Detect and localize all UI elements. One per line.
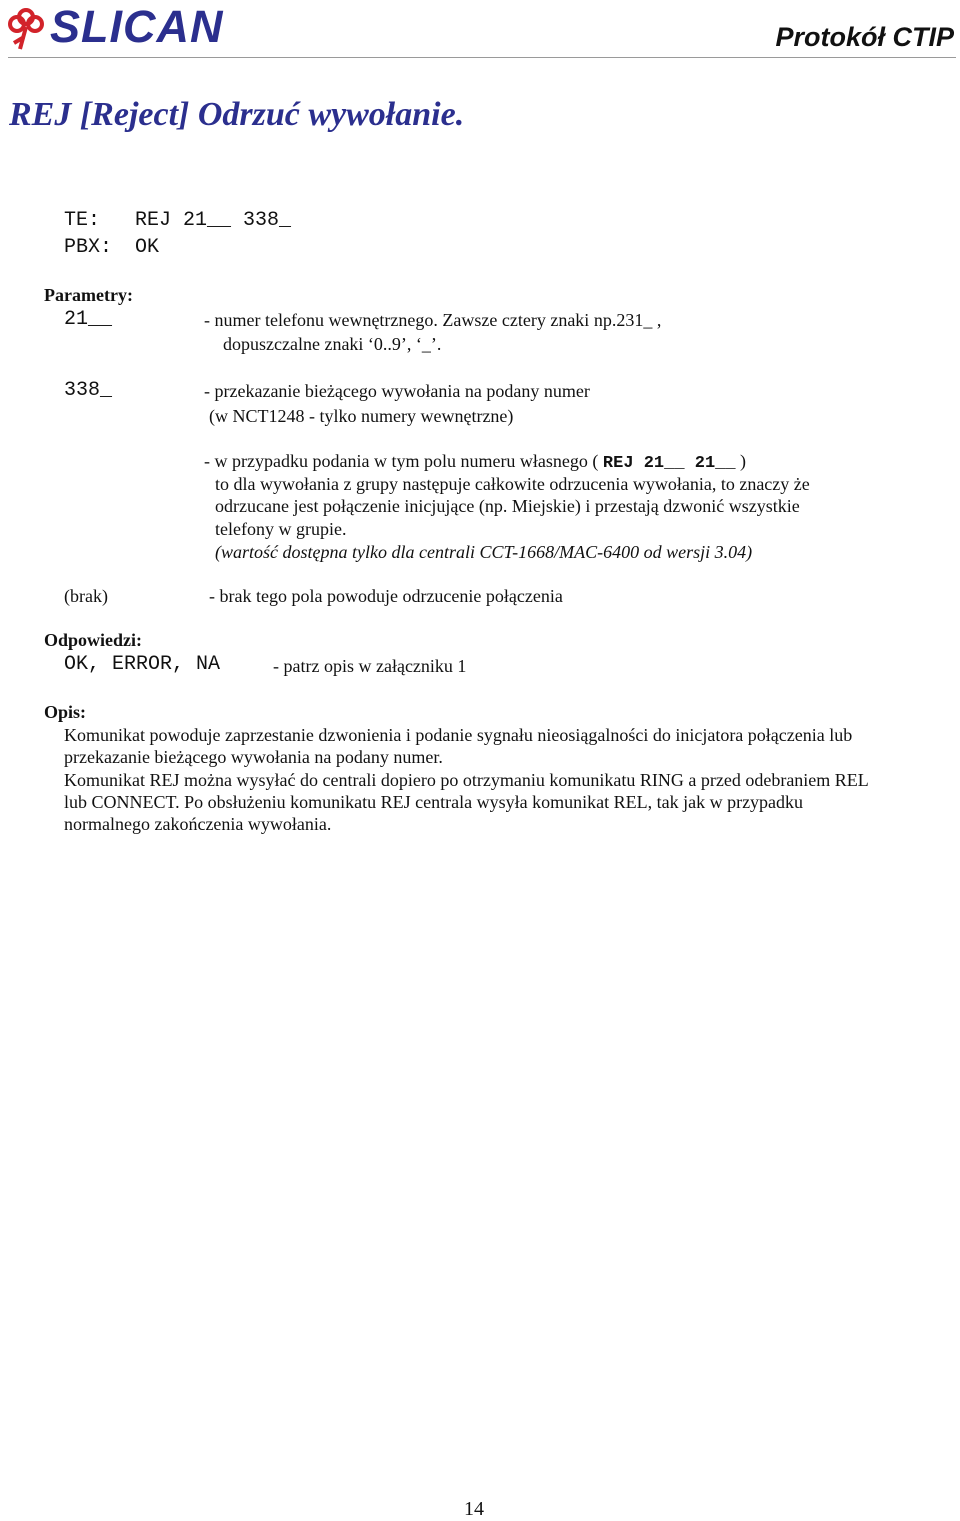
param-note-own-number — [204, 450, 746, 475]
note-code: REJ 21__ 21__ — [602, 454, 736, 473]
description-text — [64, 724, 869, 835]
description-line: Komunikat powoduje zaprzestanie dzwonienia i podanie sygnału nieosiągalności do inicjatora połączenia lub — [64, 725, 853, 745]
param-desc-extension-chars: dopuszczalne znaki ‘0..9’, ‘_’. — [223, 334, 442, 354]
param-note-line: telefony w grupie. — [215, 519, 347, 539]
pbx-label: PBX: — [64, 236, 113, 259]
page-number: 14 — [464, 1498, 484, 1520]
te-label: TE: — [64, 209, 101, 232]
param-desc-extension: - numer telefonu wewnętrznego. Zawsze cztery znaki np.231_ , — [204, 310, 662, 330]
description-line: Komunikat REJ można wysyłać do centrali dopiero po otrzymaniu komunikatu RING a przed odebraniem REL — [64, 769, 869, 790]
description-line: lub CONNECT. Po obsłużeniu komunikatu REJ centrala wysyła komunikat REL, tak jak w przypadku — [64, 791, 804, 812]
description-heading: Opis: — [44, 702, 87, 722]
response-codes: OK, ERROR, NA — [64, 653, 221, 676]
param-note-line: to dla wywołania z grupy następuje całkowite odrzucenia wywołania, to znaczy że — [215, 474, 810, 494]
note-suffix: ) — [740, 451, 747, 471]
param-note-version: (wartość dostępna tylko dla centrali CCT-1668/MAC-6400 od wersji 3.04) — [215, 542, 753, 562]
logo-wordmark: SLICAN — [50, 1, 224, 52]
note-prefix: - w przypadku podania w tym polu numeru własnego ( — [204, 451, 599, 471]
params-heading: Parametry: — [44, 285, 133, 305]
document-header-title: Protokół CTIP — [775, 22, 954, 52]
header-divider — [8, 57, 956, 58]
description-line: normalnego zakończenia wywołania. — [64, 814, 332, 835]
param-name-none: (brak) — [64, 586, 108, 606]
description-line: przekazanie bieżącego wywołania na podany numer. — [64, 747, 443, 768]
param-note-line: odrzucane jest połączenie inicjujące (np. Miejskie) i przestają dzwonić wszystkie — [215, 496, 800, 516]
param-name-transfer: 338_ — [64, 379, 113, 402]
brand-logo — [6, 2, 224, 52]
page-title: REJ [Reject] Odrzuć wywołanie. — [9, 96, 465, 133]
param-desc-transfer-nct: (w NCT1248 - tylko numery wewnętrzne) — [209, 406, 514, 426]
responses-heading: Odpowiedzi: — [44, 630, 143, 650]
pbx-value: OK — [135, 236, 160, 259]
response-desc: - patrz opis w załączniku 1 — [273, 656, 467, 676]
param-desc-none: - brak tego pola powoduje odrzucenie połączenia — [209, 586, 563, 606]
te-value: REJ 21__ 338_ — [135, 209, 292, 232]
slican-flower-icon — [6, 3, 46, 51]
param-name-extension: 21__ — [64, 308, 113, 331]
param-desc-transfer: - przekazanie bieżącego wywołania na podany numer — [204, 381, 590, 401]
